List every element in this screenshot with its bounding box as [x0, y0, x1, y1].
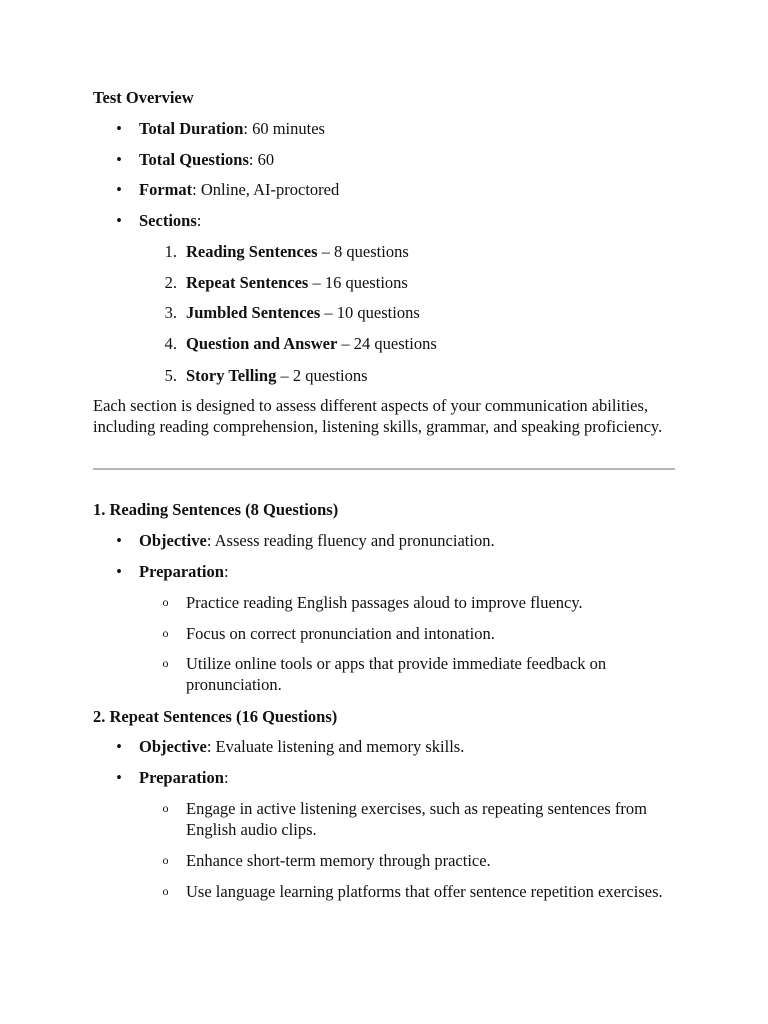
reading-preparation: Preparation:: [139, 562, 229, 581]
section-item-story: Story Telling – 2 questions: [186, 366, 368, 385]
overview-summary: Each section is designed to assess different aspects of your communication abilities, including reading comprehension, listening skills, grammar, and speaking proficiency.: [93, 396, 663, 436]
horizontal-divider: [93, 468, 675, 470]
circle-bullet-icon: o: [162, 656, 169, 670]
section-item-qa: Question and Answer – 24 questions: [186, 334, 437, 353]
test-overview-heading: Test Overview: [93, 88, 194, 107]
bullet-icon: •: [116, 531, 122, 550]
bullet-icon: •: [116, 737, 122, 756]
overview-item-format: Format: Online, AI-proctored: [139, 180, 340, 199]
bullet-icon: •: [116, 180, 122, 199]
reading-tip: Utilize online tools or apps that provide immediate feedback on pronunciation.: [186, 654, 607, 694]
bullet-icon: •: [116, 768, 122, 787]
repeat-tip: Use language learning platforms that offer sentence repetition exercises.: [186, 882, 663, 901]
reading-objective: Objective: Assess reading fluency and pronunciation.: [139, 531, 495, 550]
repeat-preparation: Preparation:: [139, 768, 229, 787]
section-item-reading: Reading Sentences – 8 questions: [186, 242, 409, 261]
overview-item-duration: Total Duration: 60 minutes: [139, 119, 325, 138]
section-number: 2.: [164, 273, 177, 292]
repeat-objective: Objective: Evaluate listening and memory skills.: [139, 737, 465, 756]
section-number: 1.: [164, 242, 177, 261]
section-item-jumbled: Jumbled Sentences – 10 questions: [186, 303, 420, 322]
circle-bullet-icon: o: [162, 626, 169, 640]
circle-bullet-icon: o: [162, 884, 169, 898]
circle-bullet-icon: o: [162, 595, 169, 609]
reading-tip: Focus on correct pronunciation and intonation.: [186, 624, 495, 643]
section-number: 5.: [164, 366, 177, 385]
section-number: 3.: [164, 303, 177, 322]
circle-bullet-icon: o: [162, 801, 169, 815]
bullet-icon: •: [116, 211, 122, 230]
bullet-icon: •: [116, 562, 122, 581]
section-item-repeat: Repeat Sentences – 16 questions: [186, 273, 408, 292]
overview-item-sections: Sections:: [139, 211, 202, 230]
repeat-section-heading: 2. Repeat Sentences (16 Questions): [93, 707, 338, 726]
circle-bullet-icon: o: [162, 853, 169, 867]
bullet-icon: •: [116, 150, 122, 169]
reading-tip: Practice reading English passages aloud to improve fluency.: [186, 593, 583, 612]
repeat-tip: Enhance short-term memory through practice.: [186, 851, 491, 870]
section-number: 4.: [164, 334, 177, 353]
reading-section-heading: 1. Reading Sentences (8 Questions): [93, 500, 339, 519]
overview-item-questions: Total Questions: 60: [139, 150, 275, 169]
repeat-tip: Engage in active listening exercises, such as repeating sentences from English audio clips.: [186, 799, 647, 839]
bullet-icon: •: [116, 119, 122, 138]
